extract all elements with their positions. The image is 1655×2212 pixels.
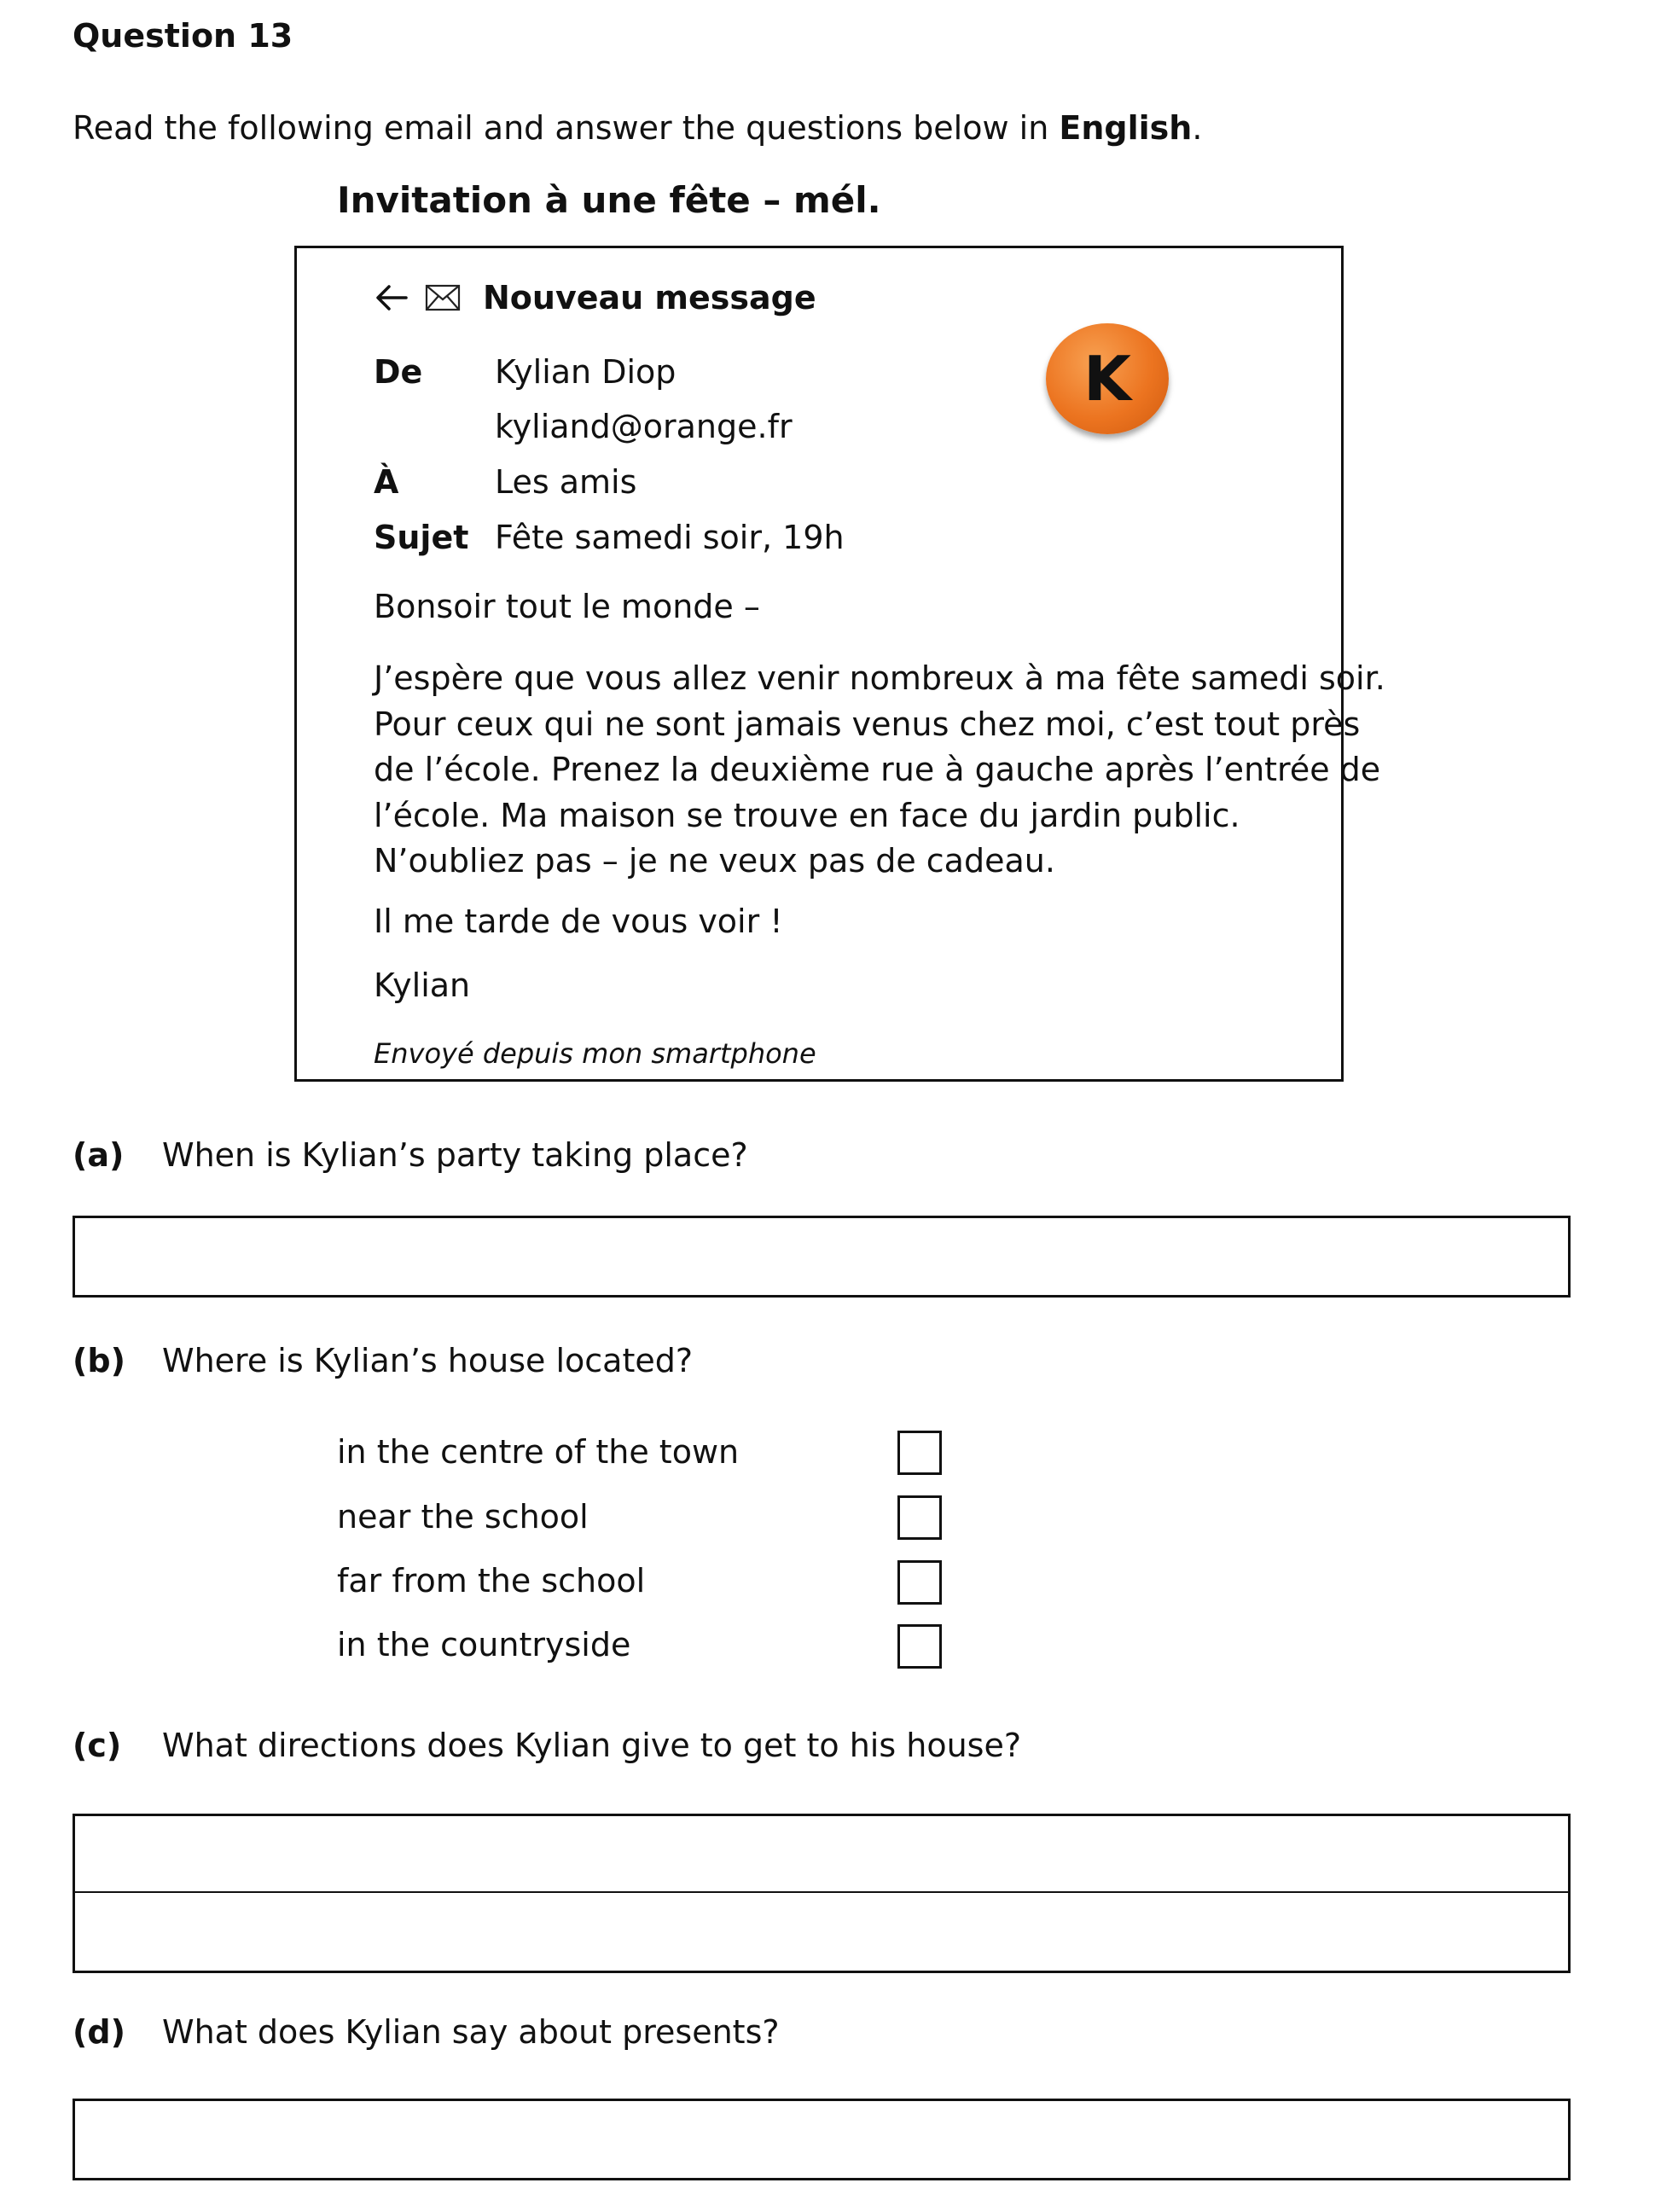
email-card bbox=[294, 246, 1385, 1082]
option-label: near the school bbox=[337, 1498, 589, 1536]
option-checkbox[interactable] bbox=[897, 1431, 942, 1475]
email-footer: Envoyé depuis mon smartphone bbox=[374, 1037, 816, 1070]
email-body-line: de l’école. Prenez la deuxième rue à gauche après l’entrée de bbox=[374, 751, 1381, 788]
option-label: in the centre of the town bbox=[337, 1433, 740, 1471]
part-b-question: Where is Kylian’s house located? bbox=[162, 1342, 694, 1379]
option-label: in the countryside bbox=[337, 1626, 631, 1663]
email-body-line: N’oubliez pas – je ne veux pas de cadeau. bbox=[374, 842, 1055, 880]
sender-avatar: K bbox=[1046, 323, 1169, 434]
part-c-label: (c) bbox=[73, 1727, 122, 1764]
from-label: De bbox=[374, 353, 423, 391]
email-title: Invitation à une fête – mél. bbox=[337, 179, 881, 221]
sender-email: kyliand@orange.fr bbox=[495, 408, 793, 445]
part-a-label: (a) bbox=[73, 1136, 125, 1174]
part-c-answer-box[interactable] bbox=[73, 1814, 1571, 1973]
option-label: far from the school bbox=[337, 1562, 646, 1599]
email-greeting: Bonsoir tout le monde – bbox=[374, 588, 760, 625]
option-checkbox[interactable] bbox=[897, 1560, 942, 1605]
to-label: À bbox=[374, 463, 399, 501]
part-a-answer-box[interactable] bbox=[73, 1216, 1571, 1298]
email-body-line: l’école. Ma maison se trouve en face du jardin public. bbox=[374, 796, 1240, 834]
email-signature: Kylian bbox=[374, 967, 471, 1004]
back-arrow-icon[interactable] bbox=[374, 283, 409, 312]
email-body-line: J’espère que vous allez venir nombreux à ma fête samedi soir. bbox=[374, 659, 1385, 697]
option-checkbox[interactable] bbox=[897, 1624, 942, 1669]
instructions-text: Read the following email and answer the questions below in bbox=[73, 109, 1060, 147]
part-d-answer-box[interactable] bbox=[73, 2099, 1571, 2180]
subject-value: Fête samedi soir, 19h bbox=[495, 519, 845, 556]
email-body bbox=[374, 656, 1385, 885]
email-closing: Il me tarde de vous voir ! bbox=[374, 903, 783, 940]
part-d-question: What does Kylian say about presents? bbox=[162, 2013, 780, 2051]
part-a-question: When is Kylian’s party taking place? bbox=[162, 1136, 748, 1174]
question-title: Question 13 bbox=[73, 17, 293, 55]
instructions-period: . bbox=[1192, 109, 1203, 147]
part-d-label: (d) bbox=[73, 2013, 125, 2051]
email-header-title: Nouveau message bbox=[483, 279, 816, 316]
email-header bbox=[374, 279, 816, 316]
part-c-question: What directions does Kylian give to get to his house? bbox=[162, 1727, 1021, 1764]
sender-name: Kylian Diop bbox=[495, 353, 677, 391]
instructions-language: English bbox=[1059, 109, 1193, 147]
question-instructions bbox=[73, 109, 1202, 147]
recipient: Les amis bbox=[495, 463, 637, 501]
part-b-label: (b) bbox=[73, 1342, 125, 1379]
answer-line-divider bbox=[75, 1891, 1568, 1893]
envelope-icon bbox=[425, 283, 461, 312]
subject-label: Sujet bbox=[374, 519, 469, 556]
option-checkbox[interactable] bbox=[897, 1495, 942, 1540]
email-body-line: Pour ceux qui ne sont jamais venus chez moi, c’est tout près bbox=[374, 705, 1361, 743]
